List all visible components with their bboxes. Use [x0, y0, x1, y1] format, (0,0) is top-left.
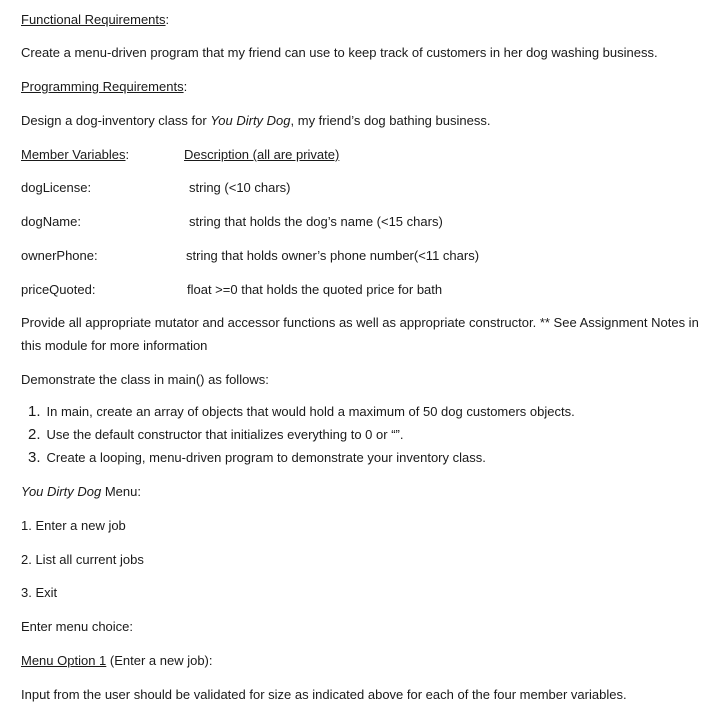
design-prefix: Design a dog-inventory class for: [21, 113, 211, 128]
menu-option-1-heading: [21, 653, 213, 669]
member-name-pricequoted: priceQuoted:: [21, 282, 96, 297]
member-name-doglicense: dogLicense:: [21, 180, 92, 195]
member-name-ownerphone: ownerPhone:: [21, 248, 98, 263]
functional-requirements-text: Create a menu-driven program that my friend can use to keep track of customers in her dog washing business.: [21, 45, 658, 60]
member-desc-dogname: string that holds the dog’s name (<15 chars): [189, 214, 443, 229]
design-text: [21, 113, 490, 129]
menu-item-exit: 3. Exit: [21, 585, 58, 600]
member-name-dogname: dogName:: [21, 214, 81, 229]
programming-heading-text: Programming Requirements: [21, 79, 184, 94]
step-text: In main, create an array of objects that would hold a maximum of 50 dog customers objects.: [46, 404, 575, 419]
menu-title-suffix: Menu:: [101, 484, 141, 499]
menu-option-1-heading-text: Menu Option 1: [21, 653, 107, 668]
menu-option-1-text: Input from the user should be validated for size as indicated above for each of the four member variables.: [21, 687, 627, 702]
provide-functions-text: Provide all appropriate mutator and accessor functions as well as appropriate constructor. ** See Assignment Notes in this module for more information: [21, 315, 699, 353]
functional-requirements-heading: [21, 12, 169, 28]
menu-item-list-jobs: 2. List all current jobs: [21, 552, 144, 567]
menu-title-business-name: You Dirty Dog: [21, 484, 102, 499]
step-text: Use the default constructor that initializes everything to 0 or “”.: [46, 427, 404, 442]
programming-requirements-heading: [21, 79, 187, 95]
functional-heading-text: Functional Requirements: [21, 12, 166, 27]
step-text: Create a looping, menu-driven program to demonstrate your inventory class.: [46, 450, 486, 465]
member-desc-ownerphone: string that holds owner’s phone number(<11 chars): [186, 248, 480, 263]
list-item: [28, 427, 403, 443]
design-suffix: , my friend’s dog bathing business.: [290, 113, 491, 128]
step-number: 1.: [28, 403, 41, 420]
menu-prompt: Enter menu choice:: [21, 619, 134, 634]
description-heading: Description (all are private): [184, 147, 340, 162]
list-item: [28, 450, 486, 466]
functional-heading-colon: :: [165, 12, 170, 27]
programming-heading-colon: :: [183, 79, 188, 94]
list-item: [28, 404, 575, 420]
member-desc-doglicense: string (<10 chars): [189, 180, 291, 195]
member-variables-heading-colon: :: [125, 147, 130, 162]
demonstrate-text: Demonstrate the class in main() as follows:: [21, 372, 269, 387]
member-variables-heading-text: Member Variables: [21, 147, 126, 162]
step-number: 3.: [28, 449, 41, 466]
member-variables-heading: [21, 147, 129, 163]
menu-item-enter-job: 1. Enter a new job: [21, 518, 126, 533]
step-number: 2.: [28, 426, 41, 443]
menu-option-1-heading-suffix: (Enter a new job):: [106, 653, 213, 668]
member-desc-pricequoted: float >=0 that holds the quoted price for bath: [187, 282, 443, 297]
menu-title: [21, 484, 141, 500]
design-business-name: You Dirty Dog: [210, 113, 291, 128]
